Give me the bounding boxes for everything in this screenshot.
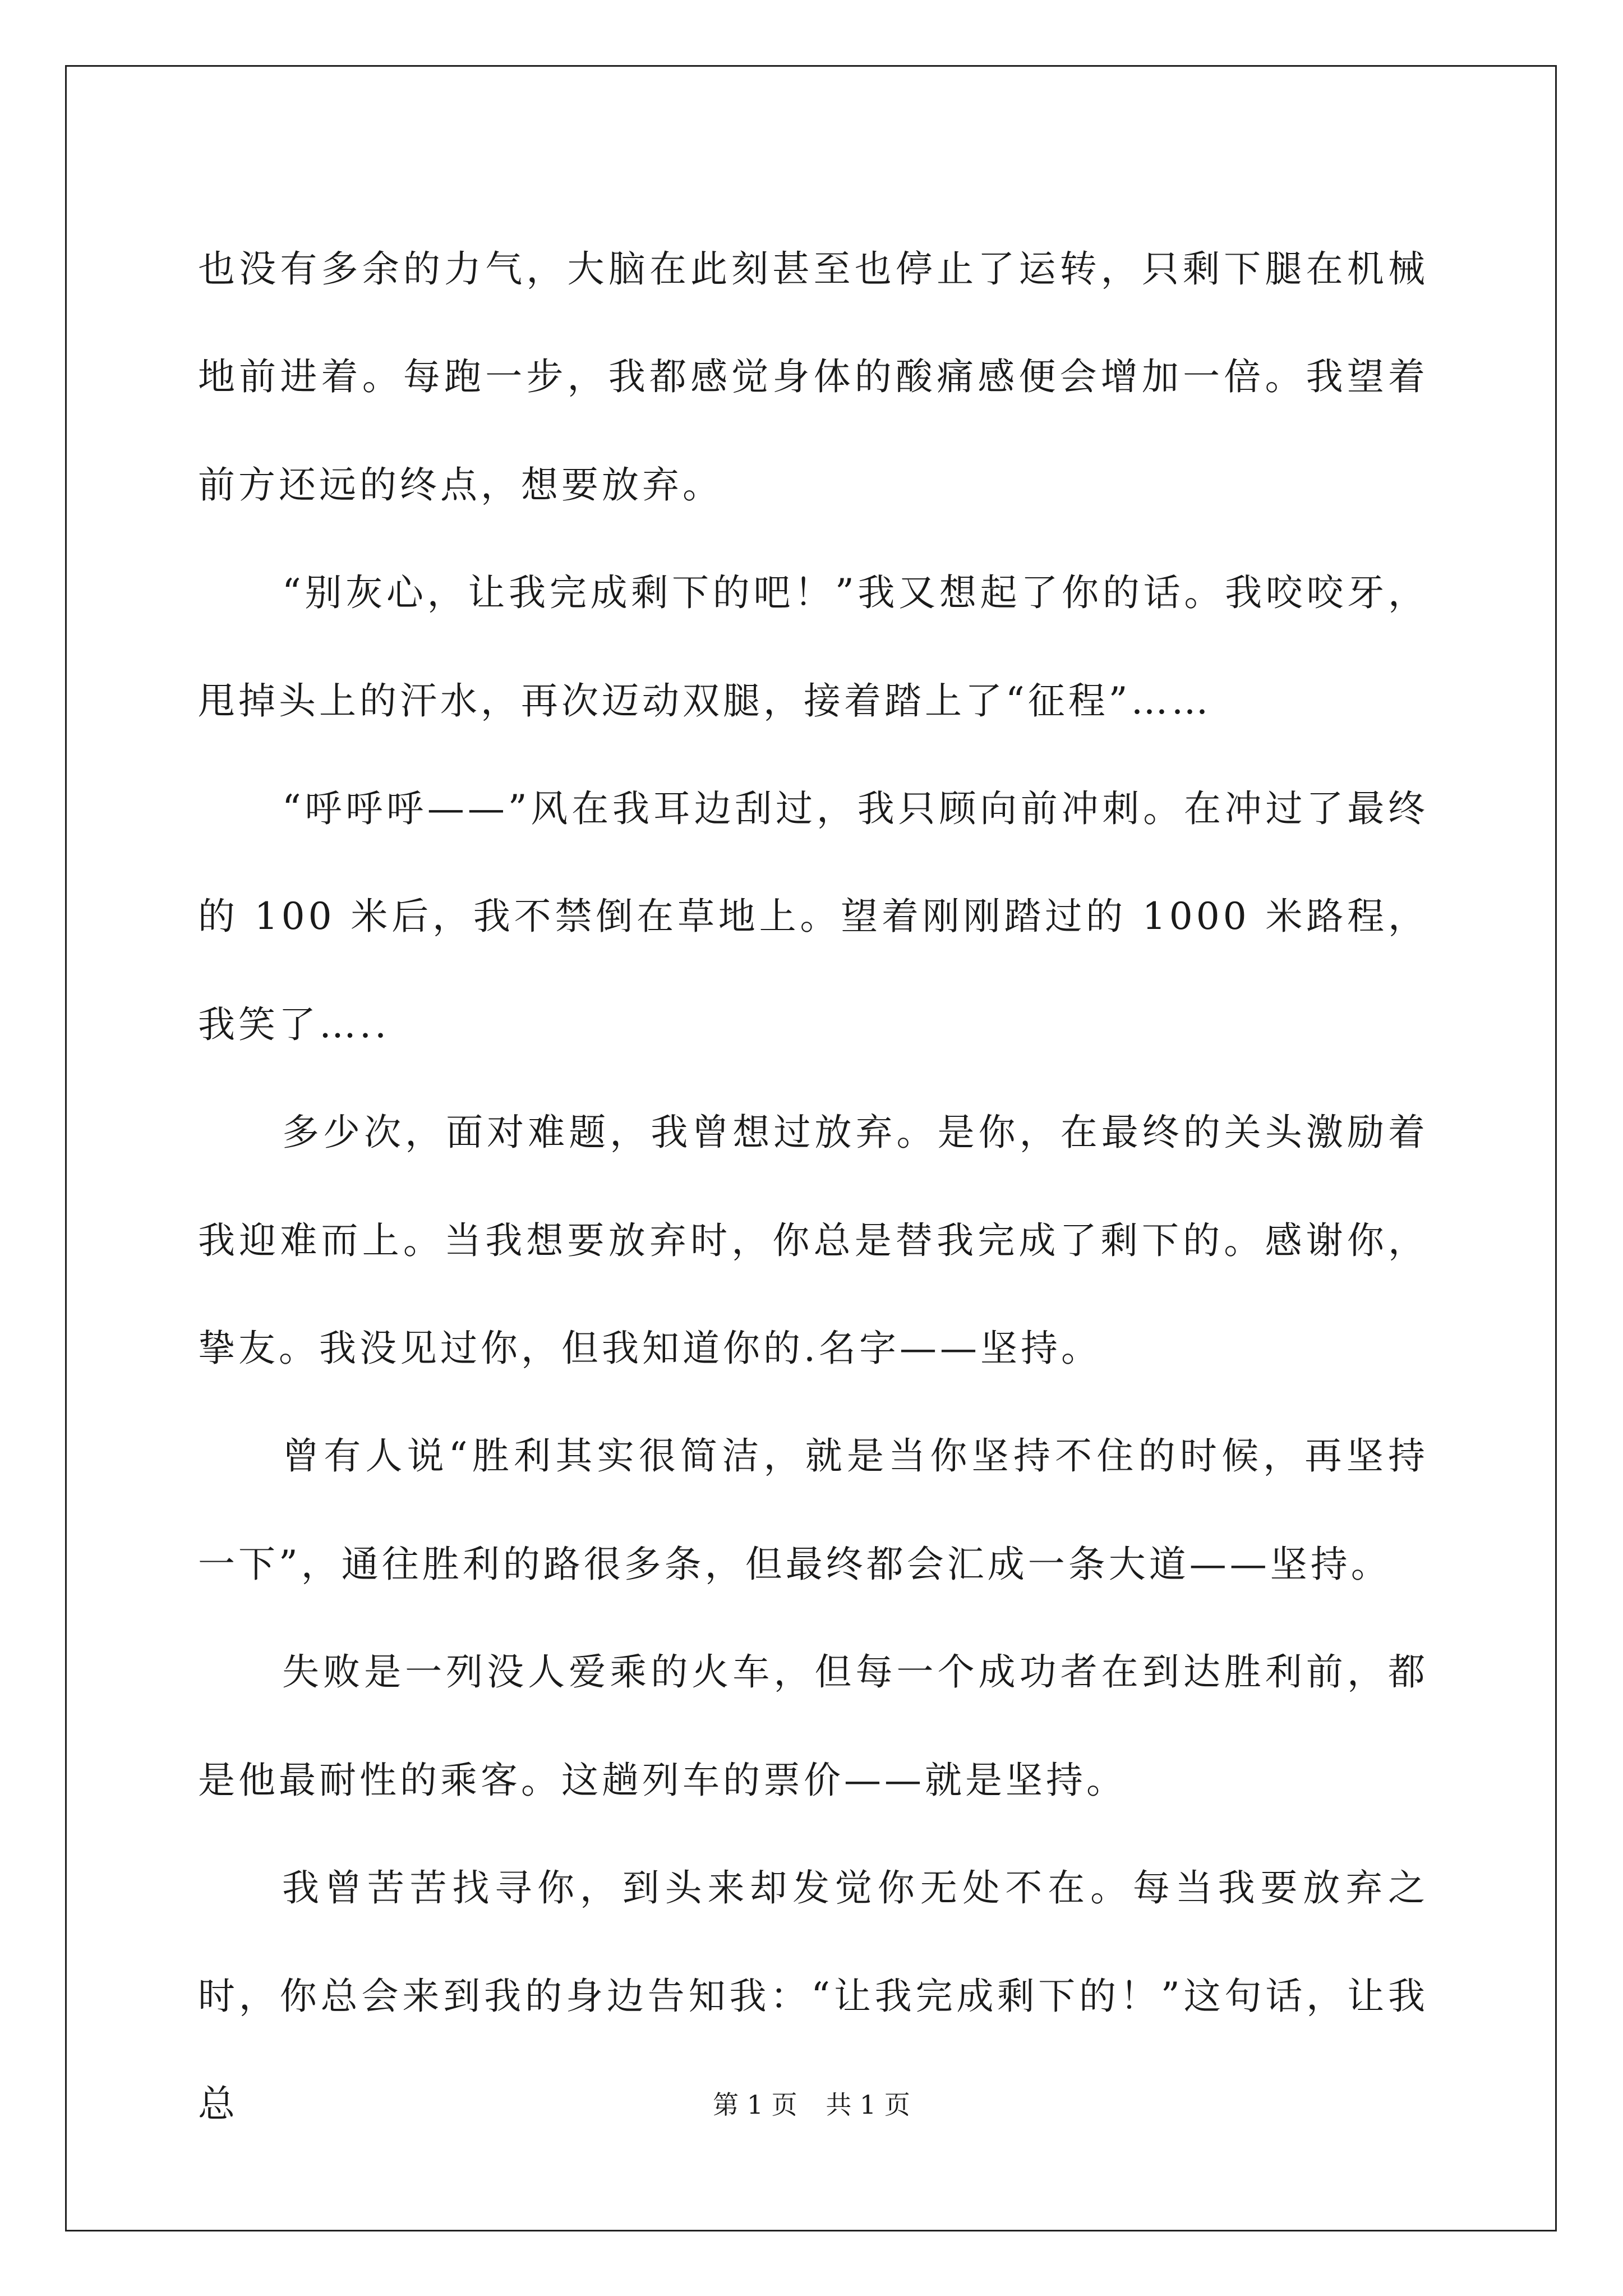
document-body bbox=[198, 215, 1428, 2158]
paragraph-2: “别灰心，让我完成剩下的吧！”我又想起了你的话。我咬咬牙，甩掉头上的汗水，再次迈动双腿，接着踏上了“征程”…… bbox=[198, 571, 1428, 723]
page-footer bbox=[0, 2085, 1623, 2122]
paragraph-5: 曾有人说“胜利其实很简洁，就是当你坚持不住的时候，再坚持一下”，通往胜利的路很多条，但最终都会汇成一条大道——坚持。 bbox=[198, 1434, 1428, 1586]
paragraph-1: 也没有多余的力气，大脑在此刻甚至也停止了运转，只剩下腿在机械地前进着。每跑一步，我都感觉身体的酸痛感便会增加一倍。我望着前方还远的终点，想要放弃。 bbox=[198, 247, 1428, 507]
page-total: 共 1 页 bbox=[826, 2090, 910, 2120]
paragraph-6: 失败是一列没人爱乘的火车，但每一个成功者在到达胜利前，都是他最耐性的乘客。这趟列车的票价——就是坚持。 bbox=[198, 1650, 1428, 1802]
page-number: 第 1 页 bbox=[713, 2090, 797, 2120]
paragraph-3: “呼呼呼——”风在我耳边刮过，我只顾向前冲刺。在冲过了最终的 100 米后，我不禁倒在草地上。望着刚刚踏过的 1000 米路程，我笑了….. bbox=[198, 787, 1428, 1046]
paragraph-4: 多少次，面对难题，我曾想过放弃。是你，在最终的关头激励着我迎难而上。当我想要放弃时，你总是替我完成了剩下的。感谢你，挚友。我没见过你，但我知道你的.名字——坚持。 bbox=[198, 1111, 1428, 1370]
paragraph-7: 我曾苦苦找寻你，到头来却发觉你无处不在。每当我要放弃之时，你总会来到我的身边告知我：“让我完成剩下的！”这句话，让我总 bbox=[198, 1866, 1428, 2125]
